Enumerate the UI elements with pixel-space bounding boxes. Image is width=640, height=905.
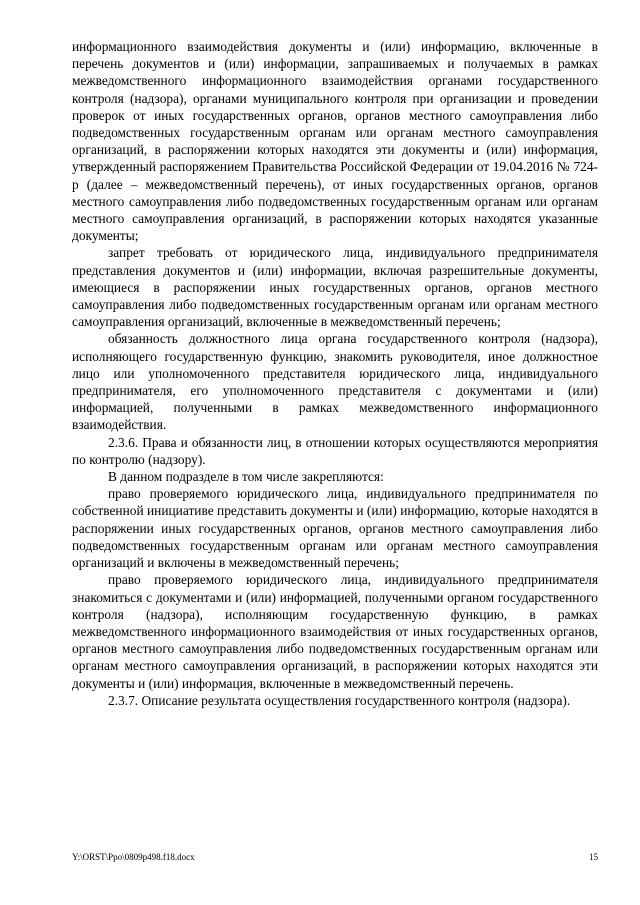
footer-file-path: Y:\ORST\Ppo\0809p498.f18.docx: [72, 852, 195, 862]
paragraph: обязанность должностного лица органа государственного контроля (надзора), исполняющего государственную функцию, знакомить руководителя, иное должностное лицо или уполномоченного представителя юридического лица, индивидуального предпринимателя, его уполномоченного представителя с документами и (или) информацией, полученными в рамках межведомственного информационного взаимодействия.: [72, 331, 598, 433]
paragraph: информационного взаимодействия документы и (или) информацию, включенные в перечень документов и (или) информации, запрашиваемых и получаемых в рамках межведомственного информационного взаимодействия органами государственного контроля (надзора), органами муниципального контроля при организации и проведении проверок от иных государственных органов, органов местного самоуправления либо подведомственных государственным органам или органам местного самоуправления организаций, в распоряжении которых находятся эти документы и (или) информация, утвержденный распоряжением Правительства Российской Федерации от 19.04.2016 № 724-р (далее – межведомственный перечень), от иных государственных органов, органов местного самоуправления либо подведомственных государственным органам или органам местного самоуправления организаций, в распоряжении которых находятся указанные документы;: [72, 39, 598, 244]
section-heading: 2.3.7. Описание результата осуществления государственного контроля (надзора).: [108, 692, 571, 708]
document-body: [72, 38, 598, 709]
paragraph: В данном подразделе в том числе закрепляются:: [108, 469, 384, 485]
paragraph: право проверяемого юридического лица, индивидуального предпринимателя знакомиться с документами и (или) информацией, полученными органом государственного контроля (надзора), исполняющим государственную функцию, в рамках межведомственного информационного взаимодействия от иных государственных органов, органов местного самоуправления либо подведомственных государственным органам или органам местного самоуправления организаций, в распоряжении которых находятся эти документы и (или) информация, включенные в межведомственный перечень.: [72, 572, 598, 691]
page-number: 15: [589, 852, 598, 862]
paragraph: запрет требовать от юридического лица, индивидуального предпринимателя представления документов и (или) информации, включая разрешительные документы, имеющиеся в распоряжении иных государственных органов, органов местного самоуправления либо подведомственных государственным органам или органам местного самоуправления организаций, включенные в межведомственный перечень;: [72, 245, 598, 330]
section-heading: 2.3.6. Права и обязанности лиц, в отношении которых осуществляются мероприятия по контролю (надзору).: [72, 434, 598, 467]
paragraph: право проверяемого юридического лица, индивидуального предпринимателя по собственной инициативе представить документы и (или) информацию, которые находятся в распоряжении иных государственных органов, органов местного самоуправления либо подведомственных государственным органам или органам местного самоуправления организаций и включены в межведомственный перечень;: [72, 486, 598, 571]
